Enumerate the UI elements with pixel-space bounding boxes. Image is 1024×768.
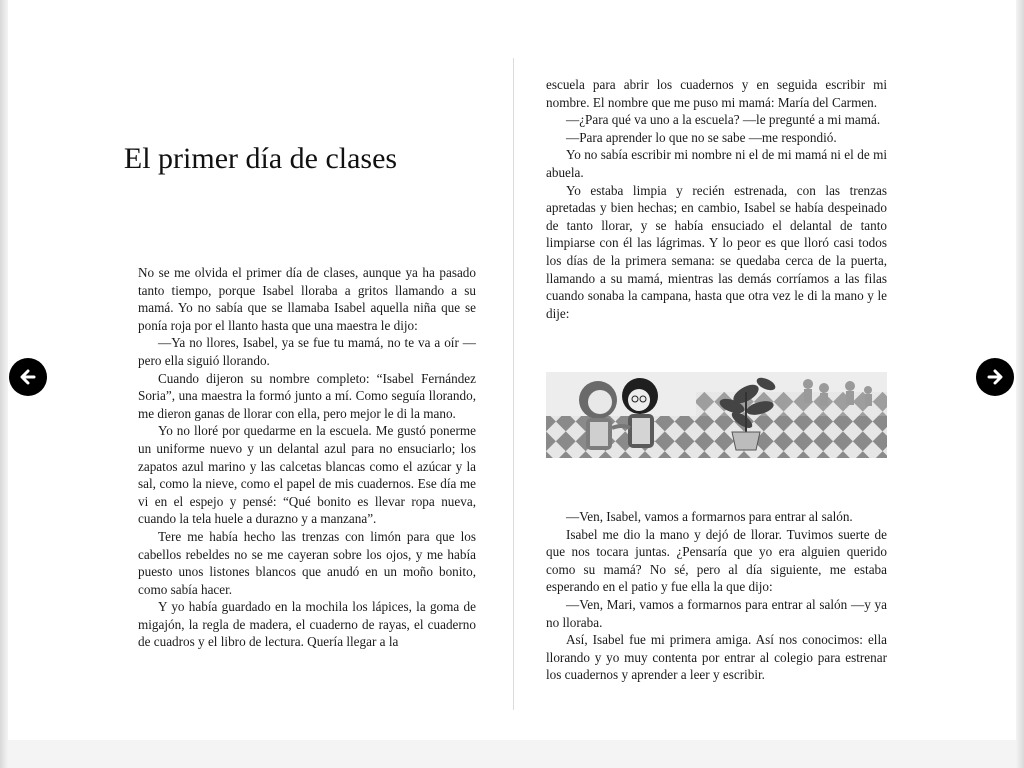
right-page-text-bottom	[546, 508, 887, 684]
paragraph: —Para aprender lo que no se sabe —me respondió.	[566, 129, 837, 145]
paragraph: —Ya no llores, Isabel, ya se fue tu mamá, no te va a oír —pero ella siguió llorando.	[138, 335, 476, 368]
paragraph: Y yo había guardado en la mochila los lápices, la goma de migajón, la regla de madera, el cuaderno de rayas, el cuaderno de cuadros y el libro de lectura. Quería llegar a la	[138, 599, 476, 650]
chapter-title: El primer día de clases	[123, 142, 398, 175]
book-spread	[8, 0, 1016, 740]
paragraph: —Ven, Isabel, vamos a formarnos para entrar al salón.	[566, 509, 853, 524]
paragraph: Así, Isabel fue mi primera amiga. Así nos conocimos: ella llorando y yo muy contenta por entrar al colegio para estrenar los cuadernos y aprender a leer y escribir.	[546, 632, 887, 683]
paragraph: Yo no sabía escribir mi nombre ni el de mi mamá ni el de mi abuela.	[546, 147, 887, 180]
previous-page-button[interactable]	[9, 358, 47, 396]
book-gutter	[513, 58, 514, 710]
arrow-right-icon	[985, 367, 1005, 387]
paragraph: escuela para abrir los cuadernos y en seguida escribir mi nombre. El nombre que me puso mi mamá: María del Carmen.	[546, 77, 887, 110]
paragraph: Yo no lloré por quedarme en la escuela. Me gustó ponerme un uniforme nuevo y un delantal azul para no ensuciarlo; los zapatos azul marino y las calcetas blancas como el azúcar y la sal, como la nieve, como el papel de mis cuadernos. Ese día me vi en el espejo y pensé: “Qué bonito es llevar ropa nueva, cuando la tela huele a durazno y a manzana”.	[138, 423, 476, 527]
next-page-button[interactable]	[976, 358, 1014, 396]
paragraph: —¿Para qué va uno a la escuela? —le pregunté a mi mamá.	[566, 112, 881, 128]
classroom-illustration	[546, 372, 887, 458]
arrow-left-icon	[18, 367, 38, 387]
paragraph: —Ven, Mari, vamos a formarnos para entrar al salón —y ya no lloraba.	[546, 596, 887, 630]
paragraph: Cuando dijeron su nombre completo: “Isabel Fernández Soria”, una maestra la formó junto a mí. Como seguía llorando, me dieron ganas de llorar con ella, pero mejor le di la mano.	[138, 370, 476, 421]
paragraph: Tere me había hecho las trenzas con limón para que los cabellos rebeldes no se me cayeran sobre los ojos, y me había puesto unos listones blancos que anudó en un moño bonito, como sabía hacer.	[138, 528, 476, 597]
right-edge-shadow	[1016, 0, 1024, 768]
left-edge-shadow	[0, 0, 8, 768]
left-page-text	[138, 264, 476, 651]
paragraph: Yo estaba limpia y recién estrenada, con las trenzas apretadas y bien hechas; en cambio, Isabel se había despeinado de tanto llorar, y se había ensuciado el delantal de tanto limpiarse con él las lágrimas. Y lo peor es que lloró casi todos los días de la primera semana: se quedaba cerca de la puerta, llamando a su mamá, mientras las demás corríamos a las filas cuando sonaba la campana, hasta que otra vez le di la mano y le dije:	[546, 182, 887, 321]
right-page-text-top	[546, 76, 887, 322]
paragraph: No se me olvida el primer día de clases, aunque ya ha pasado tanto tiempo, porque Isabel lloraba a gritos llamando a su mamá. Yo no sabía que se llamaba Isabel aquella niña que se ponía roja por el llanto hasta que una maestra le dijo:	[138, 265, 476, 333]
paragraph: Isabel me dio la mano y dejó de llorar. Tuvimos suerte de que nos tocara juntas. ¿Pensaría que yo era alguien querido como su mamá? No sé, pero al día siguiente, me estaba esperando en el patio y fue ella la que dijo:	[546, 526, 887, 595]
